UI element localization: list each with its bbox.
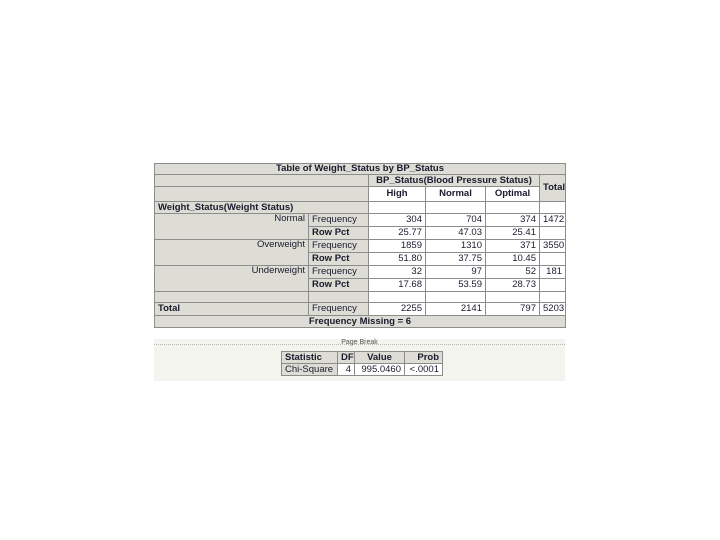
table-cell: 371 — [486, 240, 540, 253]
column-header: High — [369, 187, 426, 202]
table-cell: 17.68 — [369, 279, 426, 292]
column-group-label: BP_Status(Blood Pressure Status) — [369, 175, 540, 187]
table-cell: 47.03 — [426, 227, 486, 240]
column-header: Optimal — [486, 187, 540, 202]
page-break-label: Page Break — [341, 339, 378, 346]
statistic-label: Frequency — [309, 214, 369, 227]
table-cell: 52 — [486, 266, 540, 279]
statistic-label: Frequency — [309, 303, 369, 316]
stat-df-cell: 4 — [338, 364, 355, 376]
column-header: Normal — [426, 187, 486, 202]
table-cell: 704 — [426, 214, 486, 227]
stat-prob-cell: <.0001 — [405, 364, 443, 376]
table-cell: 97 — [426, 266, 486, 279]
grand-total-cell: 5203 — [540, 303, 566, 316]
table-cell: 28.73 — [486, 279, 540, 292]
stat-header-value: Value — [355, 352, 405, 364]
total-row-label: Total — [155, 303, 309, 316]
stat-value-cell: 995.0460 — [355, 364, 405, 376]
table-cell: 374 — [486, 214, 540, 227]
table-cell: 25.77 — [369, 227, 426, 240]
table-title: Table of Weight_Status by BP_Status — [155, 164, 566, 175]
row-total-cell — [540, 279, 566, 292]
statistics-table — [281, 351, 443, 376]
statistic-label: Row Pct — [309, 227, 369, 240]
statistic-label: Frequency — [309, 266, 369, 279]
table-cell: 32 — [369, 266, 426, 279]
row-total-cell: 1472 — [540, 214, 566, 227]
row-group-name: Overweight — [155, 240, 309, 266]
row-total-cell: 3550 — [540, 240, 566, 253]
total-column-header: Total — [540, 175, 566, 202]
statistic-label: Row Pct — [309, 253, 369, 266]
row-total-cell — [540, 253, 566, 266]
corner-cell — [155, 175, 369, 187]
statistic-name: Chi-Square — [282, 364, 338, 376]
table-cell: 2141 — [426, 303, 486, 316]
row-total-cell: 181 — [540, 266, 566, 279]
table-cell: 51.80 — [369, 253, 426, 266]
crosstab-table — [154, 163, 566, 328]
table-cell: 304 — [369, 214, 426, 227]
row-total-cell — [540, 227, 566, 240]
corner-cell — [155, 187, 369, 202]
stat-header-df: DF — [338, 352, 355, 364]
stat-header-statistic: Statistic — [282, 352, 338, 364]
row-group-name: Underweight — [155, 266, 309, 292]
table-cell: 10.45 — [486, 253, 540, 266]
missing-note: Frequency Missing = 6 — [155, 316, 566, 328]
statistic-label: Frequency — [309, 240, 369, 253]
table-cell: 2255 — [369, 303, 426, 316]
table-cell: 797 — [486, 303, 540, 316]
row-group-name: Normal — [155, 214, 309, 240]
stat-header-prob: Prob — [405, 352, 443, 364]
table-cell: 1310 — [426, 240, 486, 253]
table-cell: 1859 — [369, 240, 426, 253]
statistic-label: Row Pct — [309, 279, 369, 292]
row-group-label: Weight_Status(Weight Status) — [155, 202, 369, 214]
table-cell: 53.59 — [426, 279, 486, 292]
table-cell: 37.75 — [426, 253, 486, 266]
table-cell: 25.41 — [486, 227, 540, 240]
